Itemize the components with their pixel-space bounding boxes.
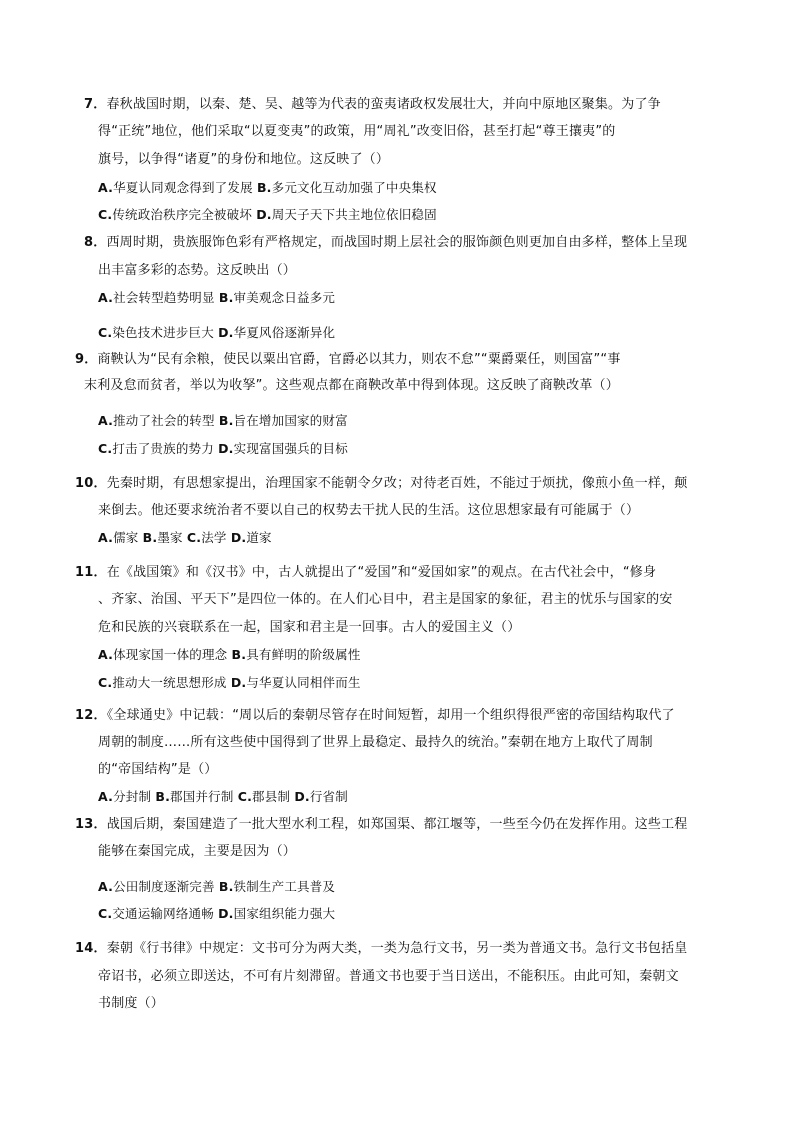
question-13-options-ab: A.公田制度逐渐完善 B.铁制生产工具普及 bbox=[98, 879, 336, 894]
question-10-line-1: 10．先秦时期，有思想家提出，治理国家不能朝令夕改；对待老百姓，不能过于烦扰，像煎小鱼一样，颠 bbox=[75, 476, 688, 491]
question-11-line-2: 、齐家、治国、平天下”是四位一体的。在人们心目中，君主是国家的象征，君主的忧乐与国家的安 bbox=[98, 592, 673, 607]
question-14-line-2: 帝诏书，必须立即送达，不可有片刻滞留。普通文书也要于当日送出，不能积压。由此可知，秦朝文 bbox=[98, 969, 679, 984]
question-8-options-ab: A.社会转型趋势明显 B.审美观念日益多元 bbox=[98, 290, 336, 305]
question-14-line-1: 14．秦朝《行书律》中规定：文书可分为两大类，一类为急行文书，另一类为普通文书。急行文书包括皇 bbox=[75, 941, 688, 956]
question-9-options-ab: A.推动了社会的转型 B.旨在增加国家的财富 bbox=[98, 413, 348, 428]
question-10-line-2: 来倒去。他还要求统治者不要以自己的权势去干扰人民的生活。这位思想家最有可能属于（） bbox=[98, 503, 640, 518]
question-11-line-3: 危和民族的兴衰联系在一起，国家和君主是一回事。古人的爱国主义（） bbox=[98, 620, 521, 635]
question-12-line-1: 12．《全球通史》中记载：“周以后的秦朝尽管存在时间短暂，却用一个组织得很严密的帝国结构取代了 bbox=[75, 708, 675, 723]
question-13-line-1: 13．战国后期，秦国建造了一批大型水利工程，如郑国渠、都江堰等，一些至今仍在发挥作用。这些工程 bbox=[75, 817, 688, 832]
question-10-options: A.儒家 B.墨家 C.法学 D.道家 bbox=[98, 530, 272, 545]
question-12-line-3: 的“帝国结构”是（） bbox=[98, 762, 218, 777]
question-8-line-1: 8．西周时期，贵族服饰色彩有严格规定，而战国时期上层社会的服饰颜色则更加自由多样，整体上呈现 bbox=[84, 235, 688, 250]
question-11-options-cd: C.推动大一统思想形成 D.与华夏认同相伴而生 bbox=[98, 675, 361, 690]
question-9-line-2: 末利及怠而贫者，举以为收孥”。这些观点都在商鞅改革中得到体现。这反映了商鞅改革（） bbox=[84, 378, 619, 393]
question-13-options-cd: C.交通运输网络通畅 D.国家组织能力强大 bbox=[98, 906, 336, 921]
question-12-line-2: 周朝的制度……所有这些使中国得到了世界上最稳定、最持久的统治。”秦朝在地方上取代了周制 bbox=[98, 735, 653, 750]
question-7-options-cd: C.传统政治秩序完全被破坏 D.周天子天下共主地位依旧稳固 bbox=[98, 207, 437, 222]
question-12-options: A.分封制 B.郡国并行制 C.郡县制 D.行省制 bbox=[98, 789, 348, 804]
question-8-options-cd: C.染色技术进步巨大 D.华夏风俗逐渐异化 bbox=[98, 325, 336, 340]
question-7-options-ab: A.华夏认同观念得到了发展 B.多元文化互动加强了中央集权 bbox=[98, 180, 437, 195]
question-13-line-2: 能够在秦国完成，主要是因为（） bbox=[98, 844, 297, 859]
question-11-options-ab: A.体现家国一体的理念 B.具有鲜明的阶级属性 bbox=[98, 647, 361, 662]
question-7-line-3: 旗号，以争得“诸夏”的身份和地位。这反映了（） bbox=[98, 152, 390, 167]
question-8-line-2: 出丰富多彩的态势。这反映出（） bbox=[98, 263, 297, 278]
question-11-line-1: 11．在《战国策》和《汉书》中，古人就提出了“爱国”和“爱国如家”的观点。在古代社会中，“修身 bbox=[75, 565, 657, 580]
question-7-line-2: 得“正统”地位，他们采取“以夏变夷”的政策，用“周礼”改变旧俗，甚至打起“尊王攘夷”的 bbox=[98, 124, 616, 139]
question-7-line-1: 7．春秋战国时期，以秦、楚、吴、越等为代表的蛮夷诸政权发展壮大，并向中原地区聚集。为了争 bbox=[84, 97, 661, 112]
question-9-line-1: 9．商鞅认为“民有余粮，使民以粟出官爵，官爵必以其力，则农不怠”“粟爵粟任，则国富”“事 bbox=[75, 352, 621, 367]
question-14-line-3: 书制度（） bbox=[98, 996, 165, 1011]
question-9-options-cd: C.打击了贵族的势力 D.实现富国强兵的目标 bbox=[98, 441, 348, 456]
